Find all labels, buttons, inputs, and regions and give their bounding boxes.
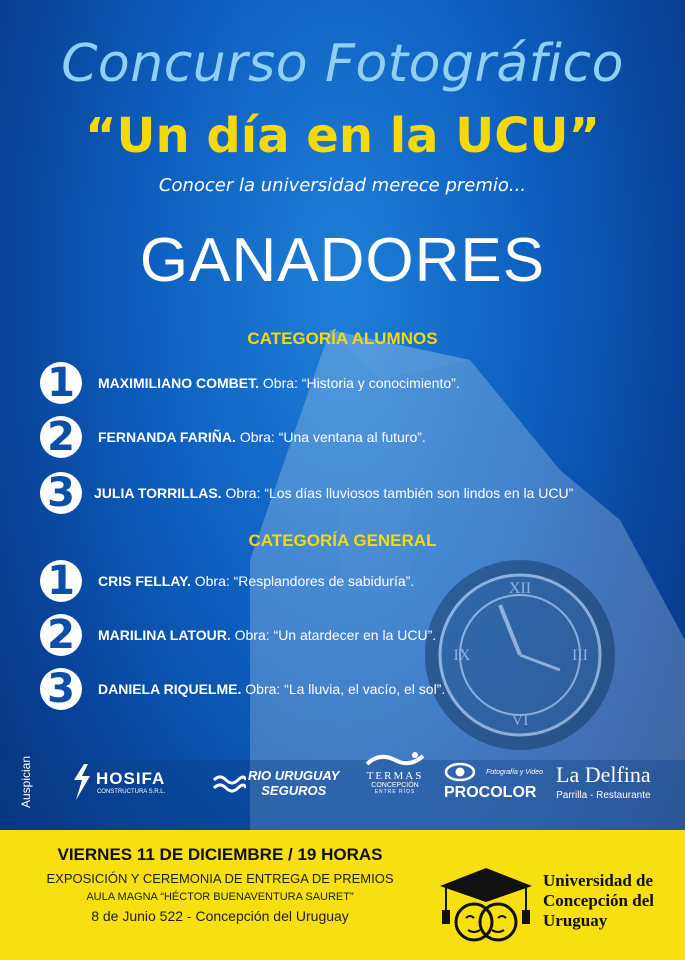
event-date: VIERNES 11 DE DICIEMBRE / 19 HORAS [57,845,383,864]
eye-logo-icon [444,762,476,782]
winner-text [98,681,445,697]
winner-name: FERNANDA FARIÑA. [98,429,236,445]
category-heading-general: CATEGORÍA GENERAL [248,531,437,550]
university-name-line: Universidad de [543,871,654,890]
winner-name: CRIS FELLAY. [98,573,191,589]
university-name-line: Concepción del [543,891,654,910]
winner-work: Obra: “Un atardecer en la UCU”. [234,627,437,643]
place-number-badge: 2 [40,614,82,656]
hosifa-sub: CONSTRUCTURA S.R.L. [96,789,166,795]
contest-subtitle: “Un día en la UCU” [84,108,601,164]
delfina-name: La Delfina [556,762,651,787]
winner-row [40,612,437,658]
category-heading-alumnos: CATEGORÍA ALUMNOS [247,329,438,348]
winner-text [94,485,573,501]
place-number-badge: 1 [40,362,82,404]
termas-wave-icon [365,750,425,770]
event-footer [0,830,685,960]
procolor-name: PROCOLOR [444,784,537,801]
place-number-badge: 3 [40,668,82,710]
winner-work: Obra: “Resplandores de sabiduría”. [194,573,415,589]
tagline: Conocer la universidad merece premio... [158,175,527,196]
contest-title: Concurso Fotográfico [61,34,624,94]
winner-work: Obra: “La lluvia, el vacío, el sol”. [245,681,446,697]
sponsor-procolor [444,762,543,802]
termas-line2: CONCEPCIÓN [371,782,419,789]
winner-row [40,470,574,516]
hosifa-logo-icon [70,762,92,802]
winner-row [40,414,426,460]
winner-text [98,627,436,643]
winner-text [98,573,414,589]
university-name-line: Uruguay [543,911,608,930]
svg-text:III: III [572,647,588,664]
winner-text [98,429,426,445]
termas-name: TERMAS [366,770,424,782]
winners-heading: GANADORES [139,226,546,295]
winner-name: DANIELA RIQUELME. [98,681,242,697]
sponsor-termas [362,750,428,795]
winner-row [40,666,446,712]
winner-name: JULIA TORRILLAS. [94,485,222,501]
procolor-top: Fotografía y Video [486,768,544,776]
place-number-badge: 1 [40,560,82,602]
rio-line2: SEGUROS [261,783,327,798]
winner-work: Obra: “Los días lluviosos también son lindos en la UCU” [225,485,574,501]
winner-name: MAXIMILIANO COMBET. [98,375,259,391]
ucu-logo-icon [436,866,536,950]
university-name [543,871,678,931]
clock-face-icon [425,560,615,750]
winner-work: Obra: “Una ventana al futuro”. [239,429,426,445]
winner-text [98,375,460,391]
place-number-badge: 3 [40,472,82,514]
event-description: EXPOSICIÓN Y CEREMONIA DE ENTREGA DE PREMIOS [46,871,394,886]
sponsor-hosifa [70,762,165,802]
winner-work: Obra: “Historia y conocimiento”. [262,375,460,391]
wave-logo-icon [212,772,246,794]
winner-row [40,360,460,406]
event-venue: AULA MAGNA “HÉCTOR BUENAVENTURA SAURET” [86,891,354,903]
delfina-sub: Parrilla - Restaurante [556,790,651,801]
winner-name: MARILINA LATOUR. [98,627,231,643]
place-number-badge: 2 [40,416,82,458]
hosifa-name: HOSIFA [96,769,166,788]
winner-row [40,558,415,604]
svg-text:VI: VI [511,712,529,729]
sponsors-label: Auspician [19,755,33,808]
svg-text:XII: XII [508,580,532,597]
event-address: 8 de Junio 522 - Concepción del Uruguay [91,908,349,924]
svg-text:IX: IX [453,647,471,664]
sponsor-la-delfina [556,762,651,801]
termas-line3: ENTRE RÍOS [374,789,416,795]
sponsor-rio-uruguay [212,768,339,798]
rio-line1: RIO URUGUAY [248,768,340,783]
